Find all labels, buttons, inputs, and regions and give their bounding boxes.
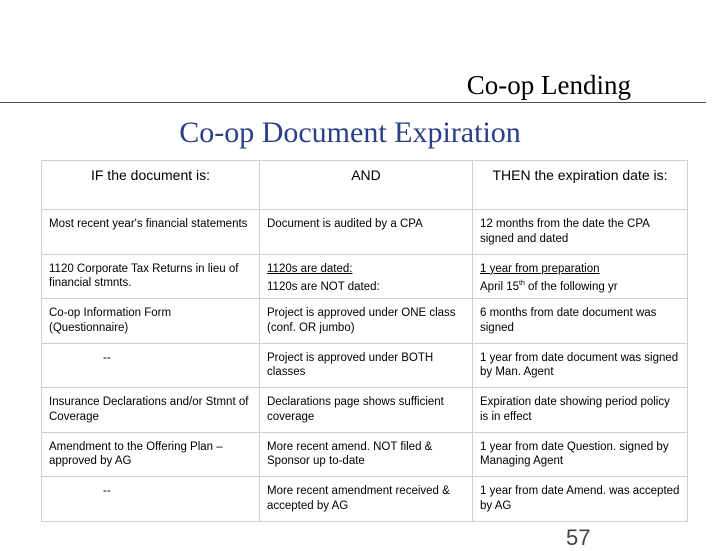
expiration-table	[41, 160, 688, 522]
column-header-then: THEN the expiration date is:	[473, 161, 688, 210]
april-suffix: th	[519, 280, 525, 288]
table-row	[42, 388, 688, 433]
table-cell	[260, 254, 473, 299]
table-cell: Project is approved under BOTH classes	[260, 343, 473, 388]
dated-expiration: 1 year from preparation	[480, 262, 600, 275]
dated-condition: 1120s are dated:	[267, 262, 353, 275]
table-row	[42, 343, 688, 388]
table-cell: Co-op Information Form (Questionnaire)	[42, 299, 260, 344]
header-title: Co-op Lending	[466, 70, 631, 100]
table-cell: Document is audited by a CPA	[260, 210, 473, 255]
dash-placeholder: --	[103, 485, 111, 497]
table-cell: Project is approved under ONE class (conf. OR jumbo)	[260, 299, 473, 344]
table-row	[42, 254, 688, 299]
header-divider	[0, 102, 706, 103]
table-cell: Insurance Declarations and/or Stmnt of Coverage	[42, 388, 260, 433]
table-cell: 1 year from date Question. signed by Managing Agent	[473, 432, 688, 477]
table-cell: 6 months from date document was signed	[473, 299, 688, 344]
not-dated-condition: 1120s are NOT dated:	[267, 281, 380, 293]
table-cell: 1 year from date document was signed by Man. Agent	[473, 343, 688, 388]
table-cell: Amendment to the Offering Plan – approved by AG	[42, 432, 260, 477]
table-cell: More recent amendment received & accepted by AG	[260, 477, 473, 522]
april-prefix: April	[480, 281, 507, 293]
not-dated-expiration	[480, 280, 680, 295]
table-cell: 12 months from the date the CPA signed and dated	[473, 210, 688, 255]
table-row	[42, 477, 688, 522]
slide-title	[0, 116, 720, 150]
column-header-and: AND	[260, 161, 473, 210]
table-cell: More recent amend. NOT filed & Sponsor up to-date	[260, 432, 473, 477]
table-row	[42, 210, 688, 255]
slide-title-text: Co-op Document Expiration	[179, 116, 521, 149]
column-header-if: IF the document is:	[42, 161, 260, 210]
table-row	[42, 299, 688, 344]
table-cell	[42, 343, 260, 388]
april-day: 15	[506, 281, 519, 293]
table-cell: Expiration date showing period policy is in effect	[473, 388, 688, 433]
april-rest: of the following yr	[524, 281, 618, 293]
dash-placeholder: --	[103, 351, 111, 364]
table-row	[42, 432, 688, 477]
table-header-row	[42, 161, 688, 210]
table-cell: Most recent year's financial statements	[42, 210, 260, 255]
table-cell	[42, 477, 260, 522]
table-cell	[473, 254, 688, 299]
table-cell: Declarations page shows sufficient coverage	[260, 388, 473, 433]
page-number: 57	[566, 525, 591, 550]
table-cell: 1120 Corporate Tax Returns in lieu of financial stmnts.	[42, 254, 260, 299]
table-cell: 1 year from date Amend. was accepted by AG	[473, 477, 688, 522]
